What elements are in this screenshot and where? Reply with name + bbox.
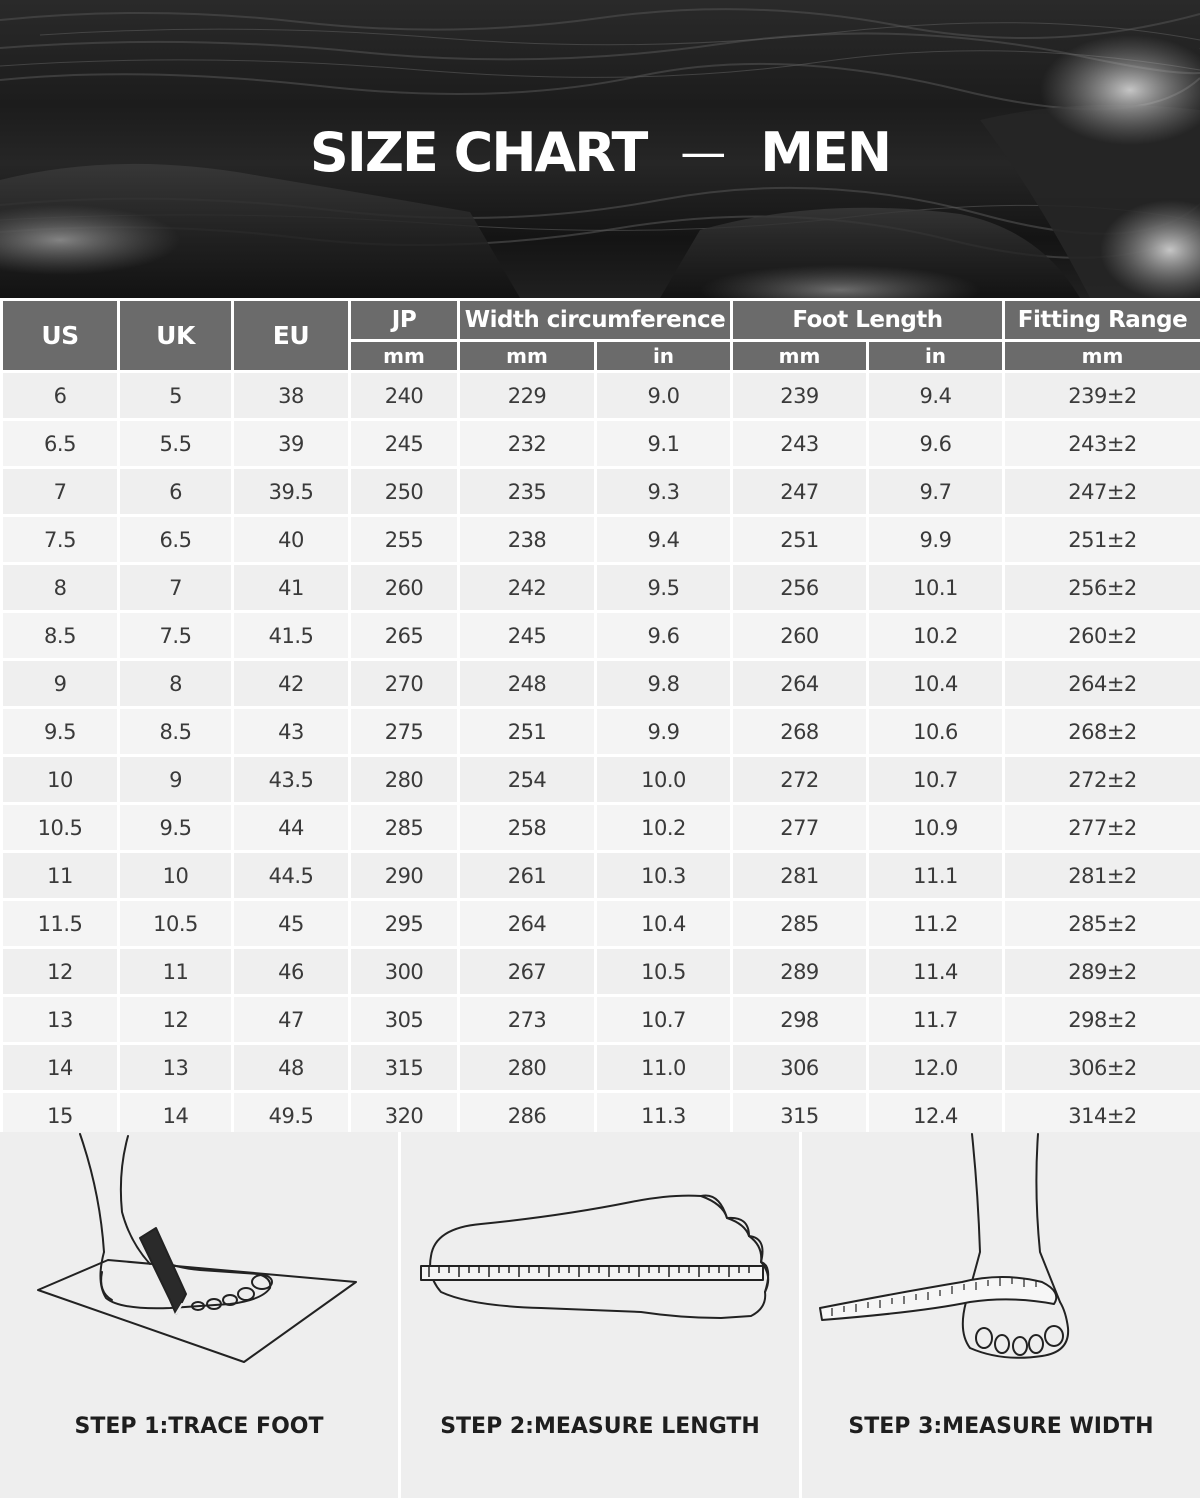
cell-length-mm: 256 (732, 564, 868, 612)
unit-fitting-mm: mm (1004, 341, 1200, 372)
unit-length-mm: mm (732, 341, 868, 372)
cell-eu: 38 (233, 372, 350, 420)
cell-length-in: 10.1 (868, 564, 1004, 612)
cell-fitting-range: 277±2 (1004, 804, 1200, 852)
cell-us: 9 (2, 660, 119, 708)
cell-width-mm: 261 (459, 852, 596, 900)
cell-uk: 6 (119, 468, 233, 516)
foot-tape-measure-icon (802, 1132, 1199, 1498)
cell-eu: 43.5 (233, 756, 350, 804)
cell-uk: 12 (119, 996, 233, 1044)
cell-width-in: 10.5 (596, 948, 732, 996)
cell-eu: 42 (233, 660, 350, 708)
cell-eu: 45 (233, 900, 350, 948)
page-title (0, 112, 1200, 192)
cell-fitting-range: 268±2 (1004, 708, 1200, 756)
cell-fitting-range: 260±2 (1004, 612, 1200, 660)
cell-width-in: 10.0 (596, 756, 732, 804)
cell-length-mm: 277 (732, 804, 868, 852)
table-row (2, 372, 1200, 420)
cell-jp-mm: 270 (350, 660, 459, 708)
cell-uk: 13 (119, 1044, 233, 1092)
cell-width-in: 9.8 (596, 660, 732, 708)
cell-width-in: 9.0 (596, 372, 732, 420)
cell-uk: 5.5 (119, 420, 233, 468)
cell-uk: 14 (119, 1092, 233, 1140)
cell-jp-mm: 305 (350, 996, 459, 1044)
foot-ruler-icon (401, 1132, 798, 1498)
cell-length-in: 9.7 (868, 468, 1004, 516)
table-row (2, 468, 1200, 516)
cell-fitting-range: 239±2 (1004, 372, 1200, 420)
title-separator: — (680, 125, 727, 179)
cell-width-mm: 258 (459, 804, 596, 852)
unit-jp-mm: mm (350, 341, 459, 372)
header-fitting-range: Fitting Range (1004, 300, 1200, 341)
cell-jp-mm: 245 (350, 420, 459, 468)
cell-length-mm: 315 (732, 1092, 868, 1140)
table-row (2, 516, 1200, 564)
cell-fitting-range: 306±2 (1004, 1044, 1200, 1092)
cell-width-in: 10.2 (596, 804, 732, 852)
cell-uk: 10.5 (119, 900, 233, 948)
cell-uk: 10 (119, 852, 233, 900)
cell-eu: 46 (233, 948, 350, 996)
cell-length-mm: 289 (732, 948, 868, 996)
title-main: SIZE CHART (309, 120, 647, 184)
table-row (2, 1044, 1200, 1092)
header-us: US (2, 300, 119, 372)
cell-fitting-range: 314±2 (1004, 1092, 1200, 1140)
cell-us: 15 (2, 1092, 119, 1140)
header-foot-length: Foot Length (732, 300, 1004, 341)
cell-fitting-range: 251±2 (1004, 516, 1200, 564)
cell-length-in: 10.9 (868, 804, 1004, 852)
cell-jp-mm: 280 (350, 756, 459, 804)
cell-length-mm: 306 (732, 1044, 868, 1092)
cell-width-in: 9.3 (596, 468, 732, 516)
cell-length-mm: 272 (732, 756, 868, 804)
cell-jp-mm: 300 (350, 948, 459, 996)
cell-jp-mm: 240 (350, 372, 459, 420)
cell-length-in: 10.7 (868, 756, 1004, 804)
cell-length-in: 12.4 (868, 1092, 1004, 1140)
unit-width-mm: mm (459, 341, 596, 372)
cell-length-in: 10.4 (868, 660, 1004, 708)
cell-width-in: 9.4 (596, 516, 732, 564)
step-measure-length (401, 1132, 799, 1498)
size-rows (2, 372, 1200, 1140)
cell-fitting-range: 243±2 (1004, 420, 1200, 468)
step-3-label: STEP 3:MEASURE WIDTH (848, 1414, 1154, 1439)
cell-length-in: 11.7 (868, 996, 1004, 1044)
cell-us: 14 (2, 1044, 119, 1092)
cell-jp-mm: 295 (350, 900, 459, 948)
cell-length-in: 11.1 (868, 852, 1004, 900)
header-uk: UK (119, 300, 233, 372)
cell-us: 10.5 (2, 804, 119, 852)
cell-length-in: 9.6 (868, 420, 1004, 468)
cell-jp-mm: 315 (350, 1044, 459, 1092)
cell-width-mm: 245 (459, 612, 596, 660)
cell-width-mm: 235 (459, 468, 596, 516)
cell-eu: 41.5 (233, 612, 350, 660)
cell-eu: 39.5 (233, 468, 350, 516)
cell-fitting-range: 285±2 (1004, 900, 1200, 948)
cell-width-in: 9.5 (596, 564, 732, 612)
cell-width-mm: 242 (459, 564, 596, 612)
cell-jp-mm: 265 (350, 612, 459, 660)
cell-uk: 9 (119, 756, 233, 804)
cell-fitting-range: 272±2 (1004, 756, 1200, 804)
cell-us: 6 (2, 372, 119, 420)
cell-uk: 6.5 (119, 516, 233, 564)
cell-jp-mm: 290 (350, 852, 459, 900)
cell-us: 7.5 (2, 516, 119, 564)
foot-tracing-icon (0, 1132, 398, 1498)
cell-uk: 11 (119, 948, 233, 996)
cell-length-mm: 247 (732, 468, 868, 516)
cell-width-in: 11.0 (596, 1044, 732, 1092)
size-chart-table (0, 298, 1200, 1132)
cell-length-in: 11.4 (868, 948, 1004, 996)
cell-fitting-range: 247±2 (1004, 468, 1200, 516)
table-row (2, 804, 1200, 852)
cell-width-mm: 238 (459, 516, 596, 564)
cell-length-in: 10.2 (868, 612, 1004, 660)
cell-us: 11 (2, 852, 119, 900)
cell-width-mm: 254 (459, 756, 596, 804)
cell-us: 13 (2, 996, 119, 1044)
cell-eu: 44.5 (233, 852, 350, 900)
header-width-circumference: Width circumference (459, 300, 732, 341)
cell-width-in: 11.3 (596, 1092, 732, 1140)
cell-eu: 49.5 (233, 1092, 350, 1140)
cell-uk: 8.5 (119, 708, 233, 756)
cell-eu: 44 (233, 804, 350, 852)
cell-eu: 41 (233, 564, 350, 612)
cell-width-in: 9.6 (596, 612, 732, 660)
header-eu: EU (233, 300, 350, 372)
cell-length-mm: 285 (732, 900, 868, 948)
cell-us: 6.5 (2, 420, 119, 468)
cell-width-mm: 232 (459, 420, 596, 468)
cell-uk: 8 (119, 660, 233, 708)
cell-width-in: 9.1 (596, 420, 732, 468)
cell-length-in: 10.6 (868, 708, 1004, 756)
step-1-label: STEP 1:TRACE FOOT (74, 1414, 324, 1439)
cell-width-mm: 273 (459, 996, 596, 1044)
cell-jp-mm: 250 (350, 468, 459, 516)
table-row (2, 900, 1200, 948)
cell-length-in: 9.4 (868, 372, 1004, 420)
cell-length-mm: 264 (732, 660, 868, 708)
cell-uk: 7.5 (119, 612, 233, 660)
cell-length-mm: 268 (732, 708, 868, 756)
cell-width-mm: 280 (459, 1044, 596, 1092)
cell-length-in: 12.0 (868, 1044, 1004, 1092)
step-measure-width (802, 1132, 1200, 1498)
cell-width-in: 9.9 (596, 708, 732, 756)
measuring-steps (0, 1132, 1200, 1498)
step-2-label: STEP 2:MEASURE LENGTH (440, 1414, 760, 1439)
cell-fitting-range: 281±2 (1004, 852, 1200, 900)
unit-length-in: in (868, 341, 1004, 372)
cell-length-in: 9.9 (868, 516, 1004, 564)
cell-eu: 47 (233, 996, 350, 1044)
cell-uk: 7 (119, 564, 233, 612)
table-row (2, 564, 1200, 612)
cell-length-mm: 281 (732, 852, 868, 900)
cell-us: 8 (2, 564, 119, 612)
cell-eu: 43 (233, 708, 350, 756)
cell-fitting-range: 298±2 (1004, 996, 1200, 1044)
cell-width-in: 10.7 (596, 996, 732, 1044)
cell-jp-mm: 255 (350, 516, 459, 564)
cell-us: 8.5 (2, 612, 119, 660)
cell-uk: 9.5 (119, 804, 233, 852)
cell-width-mm: 286 (459, 1092, 596, 1140)
table-row (2, 660, 1200, 708)
cell-length-mm: 298 (732, 996, 868, 1044)
header-jp: JP (350, 300, 459, 341)
cell-width-in: 10.3 (596, 852, 732, 900)
cell-length-mm: 251 (732, 516, 868, 564)
cell-us: 7 (2, 468, 119, 516)
cell-width-mm: 267 (459, 948, 596, 996)
cell-us: 12 (2, 948, 119, 996)
cell-length-in: 11.2 (868, 900, 1004, 948)
table-row (2, 612, 1200, 660)
title-sub: MEN (760, 120, 891, 184)
cell-fitting-range: 289±2 (1004, 948, 1200, 996)
table-row (2, 756, 1200, 804)
cell-jp-mm: 285 (350, 804, 459, 852)
table-row (2, 708, 1200, 756)
cell-width-mm: 251 (459, 708, 596, 756)
cell-width-mm: 248 (459, 660, 596, 708)
table-row (2, 420, 1200, 468)
cell-jp-mm: 320 (350, 1092, 459, 1140)
cell-length-mm: 239 (732, 372, 868, 420)
cell-length-mm: 260 (732, 612, 868, 660)
cell-eu: 39 (233, 420, 350, 468)
cell-width-in: 10.4 (596, 900, 732, 948)
cell-eu: 40 (233, 516, 350, 564)
cell-uk: 5 (119, 372, 233, 420)
cell-jp-mm: 275 (350, 708, 459, 756)
hero-banner (0, 0, 1200, 298)
step-trace-foot (0, 1132, 398, 1498)
cell-width-mm: 264 (459, 900, 596, 948)
cell-us: 11.5 (2, 900, 119, 948)
table-row (2, 852, 1200, 900)
cell-length-mm: 243 (732, 420, 868, 468)
cell-fitting-range: 256±2 (1004, 564, 1200, 612)
cell-width-mm: 229 (459, 372, 596, 420)
cell-fitting-range: 264±2 (1004, 660, 1200, 708)
cell-us: 9.5 (2, 708, 119, 756)
table-row (2, 996, 1200, 1044)
unit-width-in: in (596, 341, 732, 372)
cell-jp-mm: 260 (350, 564, 459, 612)
cell-us: 10 (2, 756, 119, 804)
table-row (2, 948, 1200, 996)
cell-eu: 48 (233, 1044, 350, 1092)
